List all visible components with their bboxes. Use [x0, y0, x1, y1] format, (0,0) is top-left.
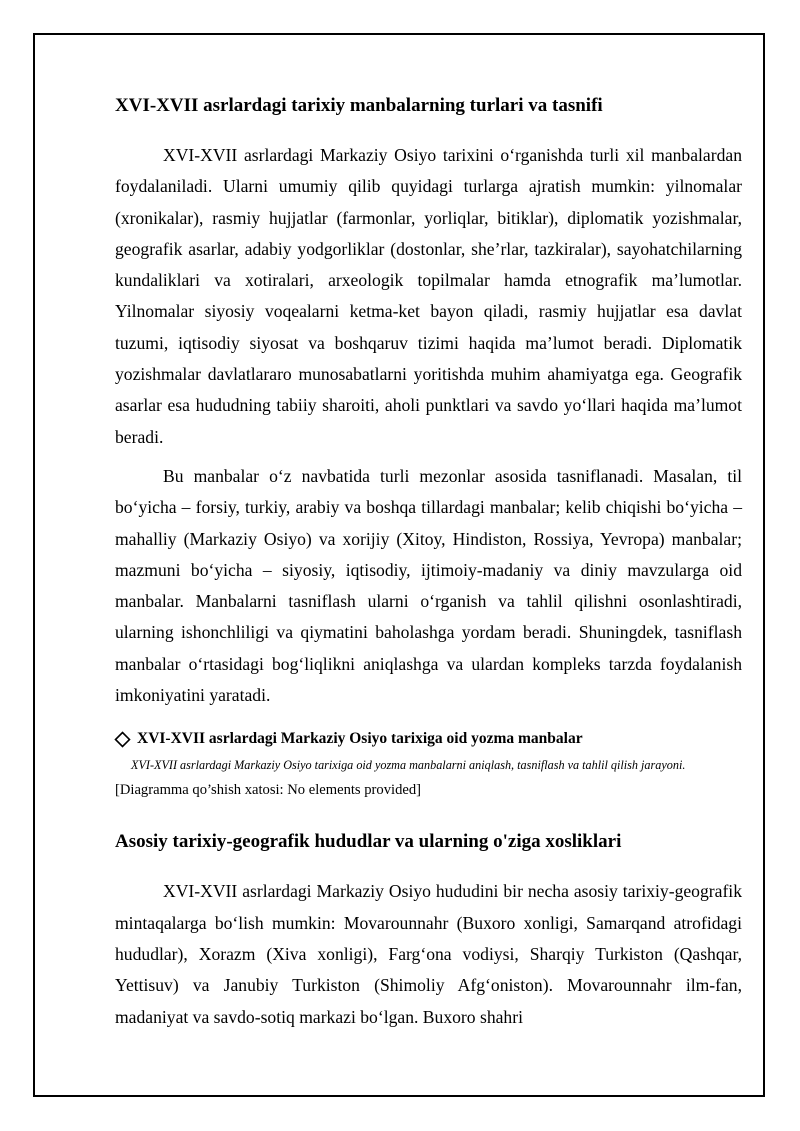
body-paragraph: XVI-XVII asrlardagi Markaziy Osiyo hududini bir necha asosiy tarixiy-geografik mintaqalarga bo‘lish mumkin: Movarounnahr (Buxoro xonligi, Samarqand atrofidagi hududlar), Xorazm (Xiva xonligi), Farg‘ona vodiysi, Sharqiy Turkiston (Qashqar, Yettisuv) va Janubiy Turkiston (Shimoliy Afg‘oniston). Movarounnahr ilm-fan, madaniyat va savdo-sotiq markazi bo‘lgan. Buxoro shahri	[115, 881, 742, 1027]
body-paragraph: XVI-XVII asrlardagi Markaziy Osiyo tarixini o‘rganishda turli xil manbalardan foydalaniladi. Ularni umumiy qilib quyidagi turlarga ajratish mumkin: yilnomalar (xronikalar), rasmiy hujjatlar (farmonlar, yorliqlar, bitiklar), diplomatik yozishmalar, geografik asarlar, adabiy yodgorliklar (dostonlar, she’rlar, tazkiralar), sayohatchilarning kundaliklari va xotiralari, arxeologik topilmalar hamda etnografik ma’lumotlar. Yilnomalar siyosiy voqealarni ketma-ket bayon qiladi, rasmiy hujjatlar esa davlat tuzumi, iqtisodiy siyosat va boshqaruv tizimi haqida ma’lumot beradi. Diplomatik yozishmalar davlatlararo munosabatlarni yoritishda muhim ahamiyatga ega. Geografik asarlar esa hududning tabiiy sharoiti, aholi punktlari va savdo yo‘llari haqida ma’lumot beradi.	[115, 145, 742, 447]
diamond-icon	[114, 731, 131, 748]
document-content	[115, 93, 742, 1041]
section-two	[115, 829, 742, 1032]
figure-title	[114, 729, 742, 749]
body-paragraph: Bu manbalar o‘z navbatida turli mezonlar asosida tasniflanadi. Masalan, til bo‘yicha – forsiy, turkiy, arabiy va boshqa tillardagi manbalar; kelib chiqishi bo‘yicha – mahalliy (Markaziy Osiyo) va xorijiy (Xitoy, Hindiston, Rossiya, Yevropa) manbalar; mazmuni bo‘yicha – siyosiy, iqtisodiy, ijtimoiy-madaniy va diniy mavzularga oid manbalar. Manbalarni tasniflash ularni o‘rganish va tahlil qilishni osonlashtiradi, ularning ishonchliligi va qiymatini baholashga yordam beradi. Shuningdek, tasniflash manbalar o‘rtasidagi bog‘liqlikni aniqlashga va ulardan kompleks tarzda foydalanish imkoniyatini yaratadi.	[115, 465, 742, 706]
figure-caption: XVI-XVII asrlardagi Markaziy Osiyo tarixiga oid yozma manbalarni aniqlash, tasniflash va tahlil qilish jarayoni.	[131, 758, 686, 773]
diagram-error-message: [Diagramma qo’shish xatosi: No elements provided]	[115, 782, 421, 799]
figure-title-text: XVI-XVII asrlardagi Markaziy Osiyo tarixiga oid yozma manbalar	[137, 730, 583, 748]
figure-block	[115, 729, 742, 800]
section-heading: Asosiy tarixiy-geografik hududlar va ularning o'ziga xosliklari	[115, 831, 622, 853]
section-heading: XVI-XVII asrlardagi tarixiy manbalarning turlari va tasnifi	[115, 95, 603, 116]
